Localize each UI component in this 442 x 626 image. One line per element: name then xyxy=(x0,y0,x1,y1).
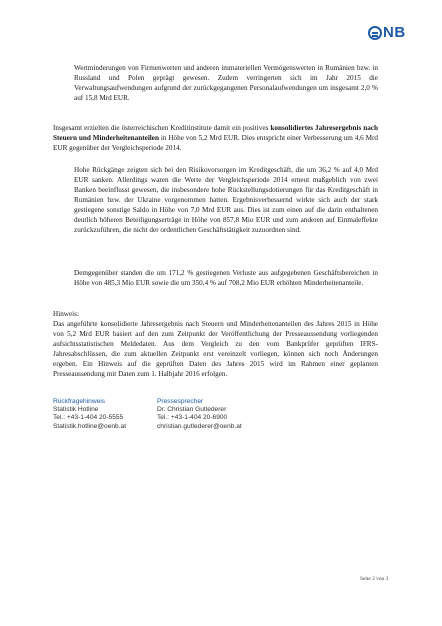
paragraph-3 xyxy=(74,165,378,235)
page-number: Seite 2 von 3 xyxy=(360,576,389,582)
note-section xyxy=(53,309,378,379)
contact-right-name: Dr. Christian Gutlederer xyxy=(157,406,227,414)
contact-press xyxy=(157,398,267,431)
note-text: Das angeführte konsolidierte Jahresergebnis nach Steuern und Minderheitenanteilen des Jahres 2015 in Höhe von 5,2 Mrd EUR basiert auf den zum Zeitpunkt der Veröffentlichung der Presseaussendung vorliegenden aufsichtsstatistischen Meldedaten. Aus dem Vergleich zu den vom Bankprüfer geprüften IFRS-Jahresabschlüssen, die zum aktuellen Zeitpunkt erst vereinzelt vorliegen, können sich noch Änderungen ergeben. Ein Hinweis auf die geprüften Daten des Jahres 2015 wird im Rahmen einer geplanten Presseaussendung mit Daten zum 1. Halbjahr 2016 erfolgen. xyxy=(53,320,378,378)
paragraph-2-part-a: Insgesamt erzielten die österreichischen Kreditinstitute damit ein positives xyxy=(53,124,271,132)
paragraph-4-text: Demgegenüber standen die um 171,2 % gestiegenen Verluste aus aufgegebenen Geschäftsbereichen in Höhe von 485,3 Mio EUR sowie die um 350,4 % auf 708,2 Mio EUR erhöhten Minderheitenanteile. xyxy=(74,269,378,287)
paragraph-2-bold: konsolidiertes Jahresergebnis nach Steuern und Minderheitenanteilen xyxy=(53,124,378,142)
paragraph-2 xyxy=(53,123,378,153)
oenb-logo xyxy=(368,24,406,41)
paragraph-1-text: Wertminderungen von Firmenwerten und anderen immateriellen Vermögenswerten in Rumänien bzw. in Russland und Polen geprägt gewesen. Zudem verringerten sich im Jahr 2015 die Verwaltungsaufwendungen aufgrund der zurückgegangenen Personalaufwendungen um insgesamt 2,0 % auf 15,8 Mrd EUR. xyxy=(74,64,378,102)
euro-icon xyxy=(368,26,382,40)
contact-left-title: Rückfragehinweis xyxy=(53,398,106,405)
note-title: Hinweis: xyxy=(53,310,79,318)
contact-right-email[interactable]: christian.gutlederer@oenb.at xyxy=(157,422,242,430)
contact-right-title: Pressesprecher xyxy=(157,398,204,405)
paragraph-2-part-b: in Höhe von 5,2 Mrd EUR. Dies entspricht einer Verbesserung um 4,6 Mrd EUR gegenüber der Vergleichsperiode 2014. xyxy=(53,134,378,152)
paragraph-4 xyxy=(74,268,378,288)
paragraph-2-text xyxy=(53,123,378,153)
contact-left-name: Statistik Hotline xyxy=(53,406,99,414)
logo-text: NB xyxy=(383,24,406,41)
contact-left-tel: Tel.: +43-1-404 20-5555 xyxy=(53,414,124,422)
contact-left-email[interactable]: Statistik.hotline@oenb.at xyxy=(53,422,127,430)
contact-right-tel: Tel.: +43-1-404 20-6900 xyxy=(157,414,228,422)
paragraph-3-text: Hohe Rückgänge zeigten sich bei den Risikovorsorgen im Kreditgeschäft, die um 36,2 % auf 4,0 Mrd EUR sanken. Allerdings waren die Werte der Vergleichsperiode 2014 erneut maßgeblich von zwei Banken beeinflusst gewesen, die insbesondere hohe Rückstellungsdotierungen für das Kreditgeschäft in Rumänien bzw. der Ukraine vorgenommen hatten. Ergebnisverbessernd wirkte sich auch der stark gestiegene sonstige Saldo in Höhe von 7,0 Mrd EUR aus. Dies ist zum einen auf die darin enthaltenen deutlich höheren Beteiligungserträge in Höhe von 857,8 Mio EUR und zum anderen auf Einmaleffekte zurückzuführen, die nicht der ordentlichen Geschäftstätigkeit zuzuordnen sind. xyxy=(74,166,378,234)
contact-inquiries xyxy=(53,398,163,431)
paragraph-1 xyxy=(74,63,378,103)
